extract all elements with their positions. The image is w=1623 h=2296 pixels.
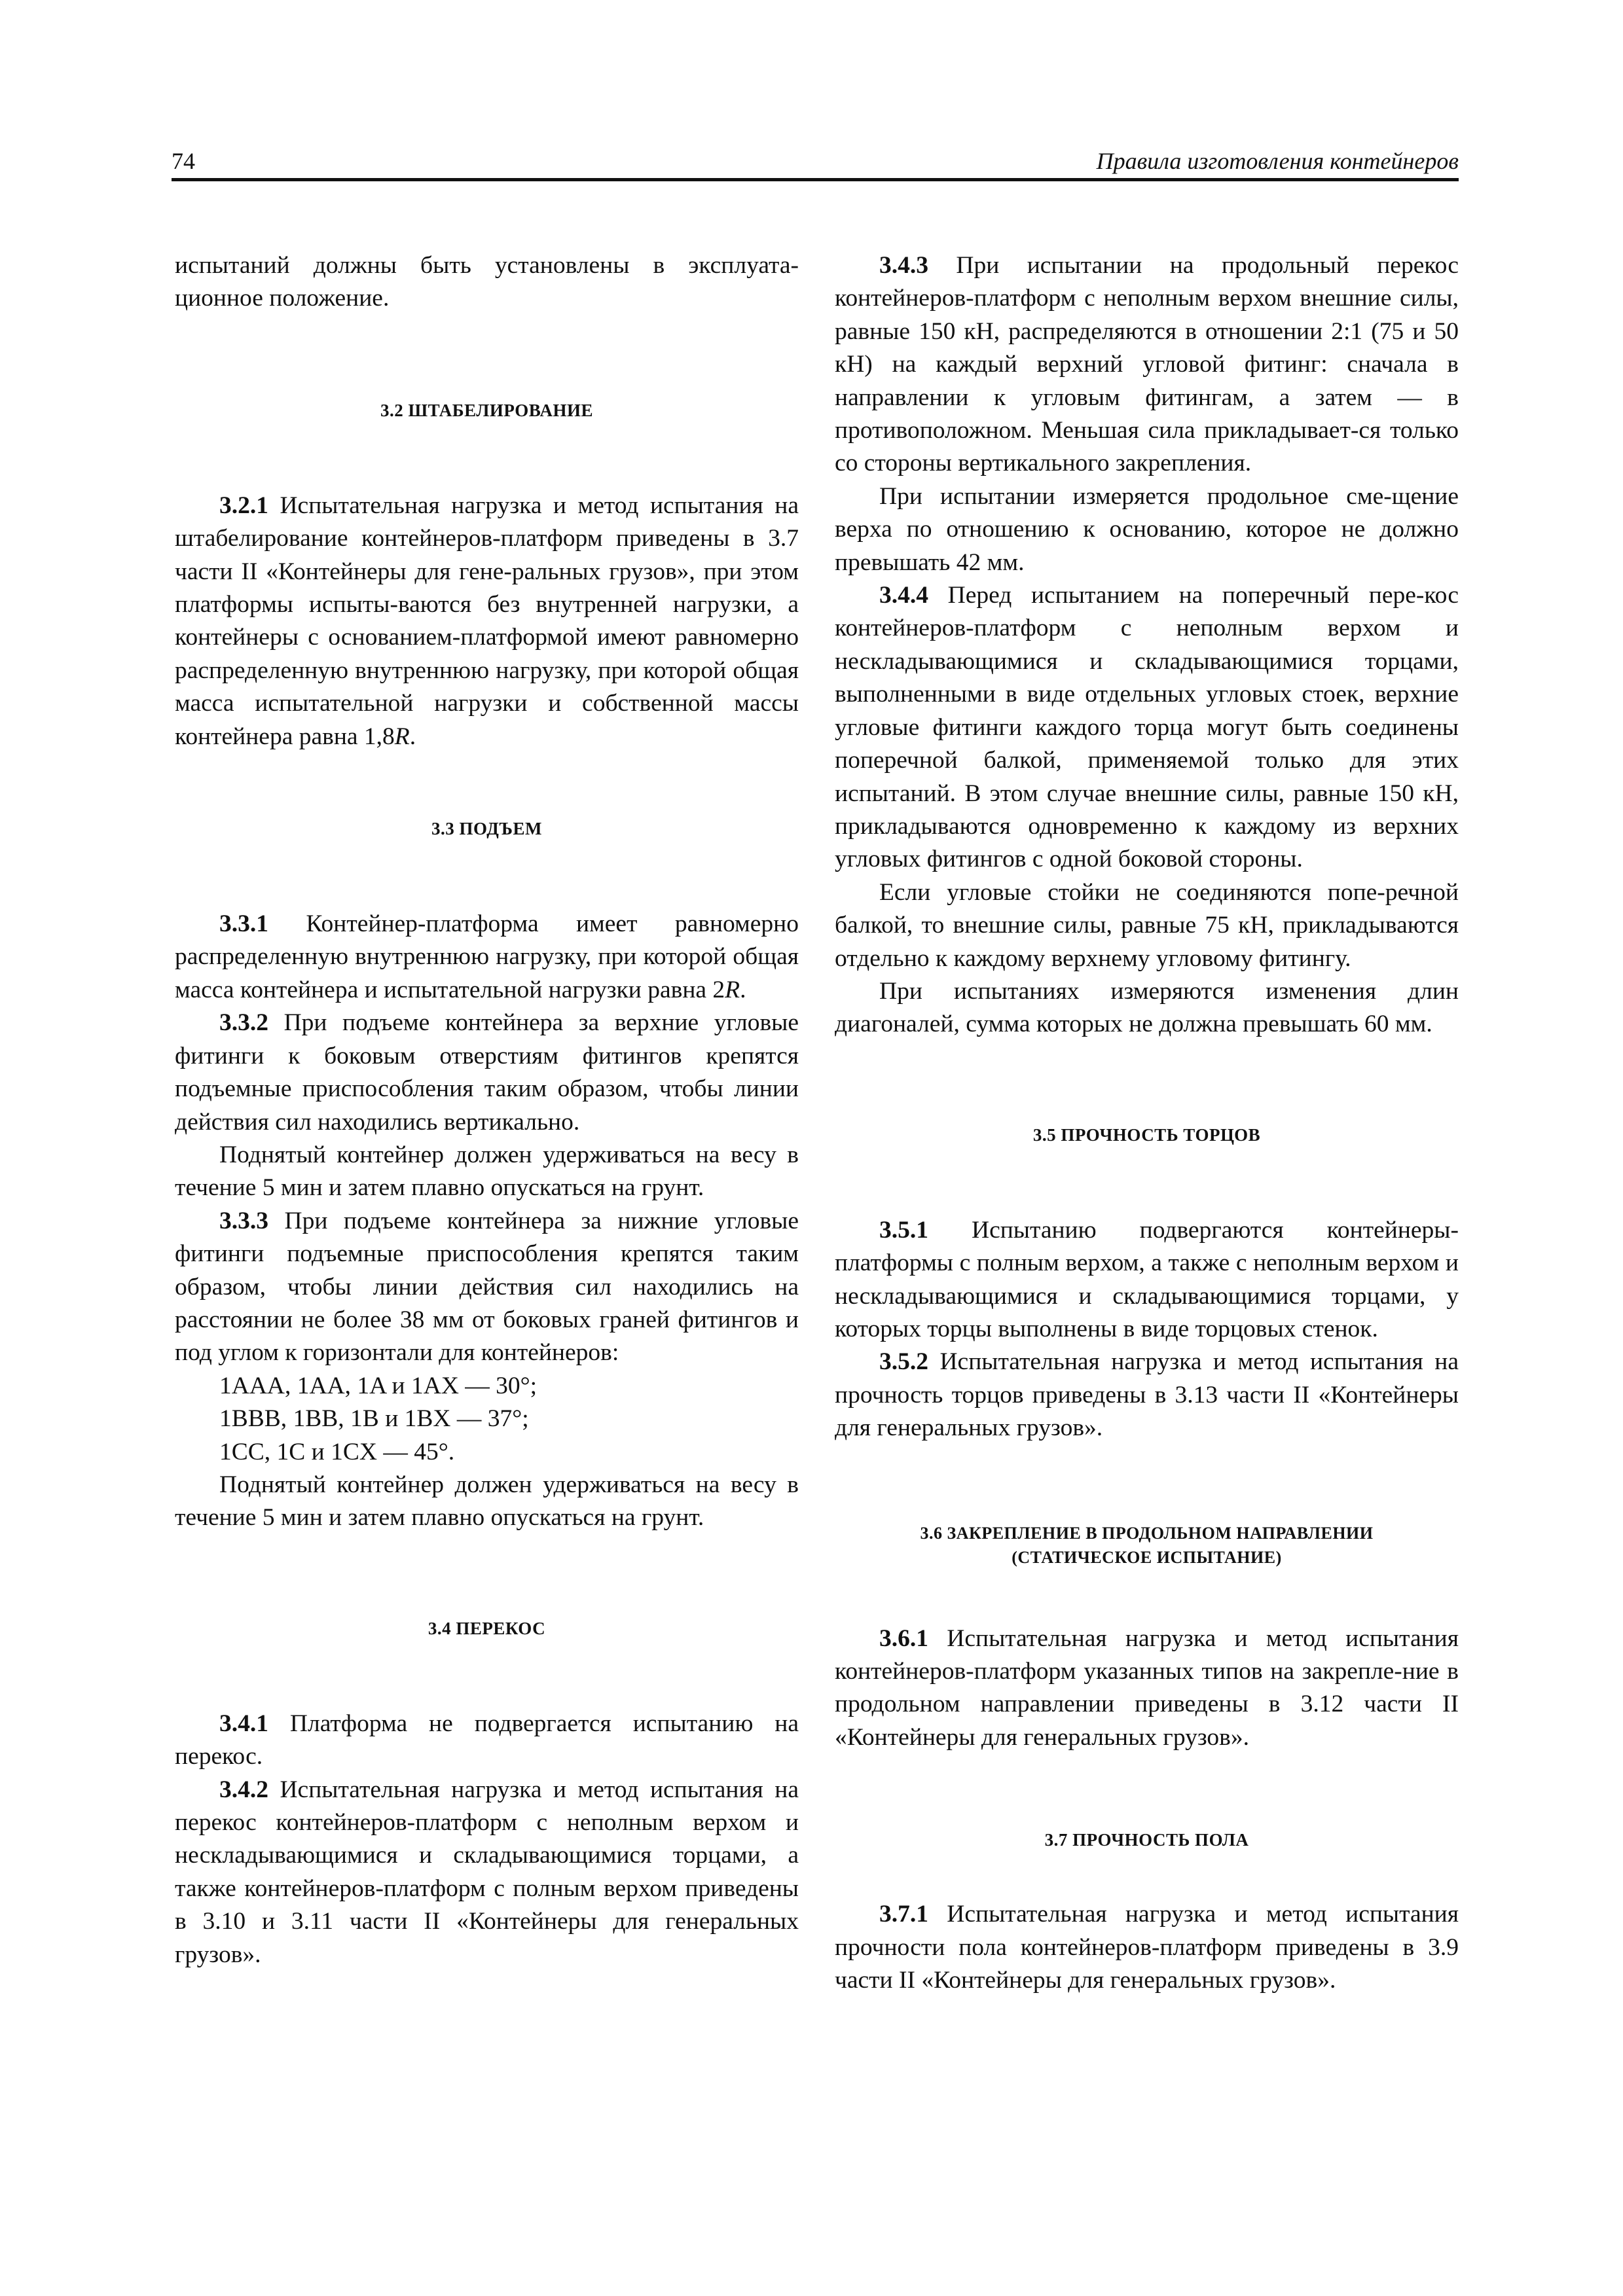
section-heading-3-6 <box>835 1521 1459 1570</box>
section-heading-3-5: 3.5 ПРОЧНОСТЬ ТОРЦОВ <box>1032 1124 1261 1145</box>
clause-number: 3.2.1 <box>219 492 268 519</box>
section-heading-3-7: 3.7 ПРОЧНОСТЬ ПОЛА <box>1044 1830 1249 1850</box>
clause-3-4-2 <box>175 1774 799 1971</box>
clause-3-5-2 <box>835 1346 1459 1444</box>
clause-end: . <box>409 723 416 750</box>
variable-r: R <box>725 976 740 1003</box>
paragraph: Поднятый контейнер должен удерживаться на весу в течение 5 мин и затем плавно опускаться на грунт. <box>175 1141 799 1202</box>
clause-text: Испытательная нагрузка и метод испытания контейнеров-платформ указанных типов на закрепле-ние в продольном направлении приведены в 3.12 части II «Контейнеры для генеральных грузов». <box>835 1624 1459 1751</box>
clause-text: Испытательная нагрузка и метод испытания прочности пола контейнеров-платформ приведены в 3.9 части II «Контейнеры для генеральных грузов». <box>835 1901 1459 1994</box>
clause-number: 3.4.2 <box>219 1776 268 1803</box>
heading-line: 3.6 ЗАКРЕПЛЕНИЕ В ПРОДОЛЬНОМ НАПРАВЛЕНИИ <box>920 1523 1374 1543</box>
clause-number: 3.3.2 <box>219 1009 268 1037</box>
section-heading-3-3: 3.3 ПОДЪЕМ <box>431 819 542 839</box>
section-heading-3-4: 3.4 ПЕРЕКОС <box>428 1618 546 1638</box>
clause-text: Перед испытанием на поперечный пере-кос контейнеров-платформ с неполным верхом и нескладывающимися и складывающимися торцами, выполненными в виде отдельных угловых стоек, верхние угловые фитинги каждого торца могут быть соединены поперечной балкой, применяемой только для этих испытаний. В этом случае внешние силы, равные 150 кН, прикладываются одновременно к каждому из верхних угловых фитингов с одной боковой стороны. <box>835 582 1459 873</box>
paragraph: Если угловые стойки не соединяются попе-речной балкой, то внешние силы, равные 75 кН, прикладываются отдельно к каждому верхнему угловому фитингу. <box>835 878 1459 972</box>
clause-3-4-1 <box>175 1708 799 1774</box>
running-title: Правила изготовления контейнеров <box>1096 148 1459 174</box>
left-column <box>175 249 799 1971</box>
paragraph: При испытаниях измеряются изменения длин диагоналей, сумма которых не должна превышать 60 мм. <box>835 977 1459 1038</box>
angle-list-item: 1AAA, 1AA, 1A и 1AX — 30°; <box>219 1372 538 1399</box>
clause-3-5-1 <box>835 1214 1459 1346</box>
clause-3-6-1 <box>835 1623 1459 1755</box>
clause-number: 3.4.4 <box>879 582 928 609</box>
clause-3-7-1 <box>835 1898 1459 1997</box>
clause-text: При подъеме контейнера за верхние угловые фитинги к боковым отверстиям фитингов крепятся подъемные приспособления таким образом, чтобы линии действия сил находились вертикально. <box>175 1009 799 1136</box>
clause-number: 3.4.3 <box>879 252 928 279</box>
clause-number: 3.4.1 <box>219 1710 268 1737</box>
page-header <box>172 145 1459 177</box>
clause-3-3-2 <box>175 1007 799 1139</box>
section-heading-3-2: 3.2 ШТАБЕЛИРОВАНИЕ <box>380 400 594 420</box>
clause-number: 3.6.1 <box>879 1624 928 1652</box>
clause-3-3-1 <box>175 908 799 1007</box>
page-number: 74 <box>172 148 195 174</box>
clause-text: При подъеме контейнера за нижние угловые фитинги подъемные приспособления крепятся таким образом, чтобы линии действия сил находились на расстоянии не более 38 мм от боковых граней фитингов и под углом к горизонтали для контейнеров: <box>175 1207 799 1367</box>
clause-number: 3.7.1 <box>879 1901 928 1928</box>
angle-list-item: 1BBB, 1BB, 1B и 1BX — 37°; <box>219 1405 529 1433</box>
clause-3-3-3 <box>175 1205 799 1370</box>
clause-number: 3.3.1 <box>219 910 268 938</box>
clause-text: Испытанию подвергаются контейнеры-платформы с полным верхом, а также с неполным верхом и нескладывающимися и складывающимися торцами, у которых торцы выполнены в виде торцовых стенок. <box>835 1216 1459 1342</box>
clause-number: 3.5.1 <box>879 1216 928 1244</box>
paragraph: Поднятый контейнер должен удерживаться на весу в течение 5 мин и затем плавно опускаться на грунт. <box>175 1471 799 1532</box>
variable-r: R <box>394 723 410 750</box>
heading-line: (СТАТИЧЕСКОЕ ИСПЫТАНИЕ) <box>1012 1547 1282 1567</box>
angle-list-item: 1CC, 1C и 1CX — 45°. <box>219 1438 455 1465</box>
paragraph: При испытании измеряется продольное сме-щение верха по отношению к основанию, которое не должно превышать 42 мм. <box>835 482 1459 576</box>
clause-3-2-1 <box>175 490 799 753</box>
clause-number: 3.3.3 <box>219 1207 268 1234</box>
clause-3-4-4 <box>835 579 1459 876</box>
clause-3-4-3 <box>835 249 1459 480</box>
clause-text: Контейнер-платформа имеет равномерно распределенную внутреннюю нагрузку, при которой общая масса контейнера и испытательной нагрузки равна 2 <box>175 910 799 1003</box>
clause-text: При испытании на продольный перекос контейнеров-платформ с неполным верхом внешние силы, равные 150 кН, распределяются в отношении 2:1 (75 и 50 кН) на каждый верхний угловой фитинг: сначала в направлении к угловым фитингам, а затем — в противоположном. Меньшая сила прикладывает-ся только со стороны вертикального закрепления. <box>835 252 1459 477</box>
clause-text: Платформа не подвергается испытанию на перекос. <box>175 1710 799 1770</box>
clause-number: 3.5.2 <box>879 1348 928 1376</box>
paragraph-continued: испытаний должны быть установлены в эксплуата-ционное положение. <box>175 252 799 312</box>
clause-text: Испытательная нагрузка и метод испытания на прочность торцов приведены в 3.13 части II «Контейнеры для генеральных грузов». <box>835 1348 1459 1442</box>
clause-text: Испытательная нагрузка и метод испытания на перекос контейнеров-платформ с неполным верхом и нескладывающимися и складывающимися торцами, а также контейнеров-платформ с полным верхом приведены в 3.10 и 3.11 части II «Контейнеры для генеральных грузов». <box>175 1776 799 1968</box>
header-rule <box>172 178 1459 181</box>
clause-text: Испытательная нагрузка и метод испытания на штабелирование контейнеров-платформ приведены в 3.7 части II «Контейнеры для гене-ральных грузов», при этом платформы испыты-ваются без внутренней нагрузки, а контейнеры с основанием-платформой имеют равномерно распределенную внутреннюю нагрузку, при которой общая масса испытательной нагрузки и собственной массы контейнера равна 1,8 <box>175 492 799 750</box>
clause-end: . <box>740 976 746 1003</box>
right-column <box>835 249 1459 1997</box>
